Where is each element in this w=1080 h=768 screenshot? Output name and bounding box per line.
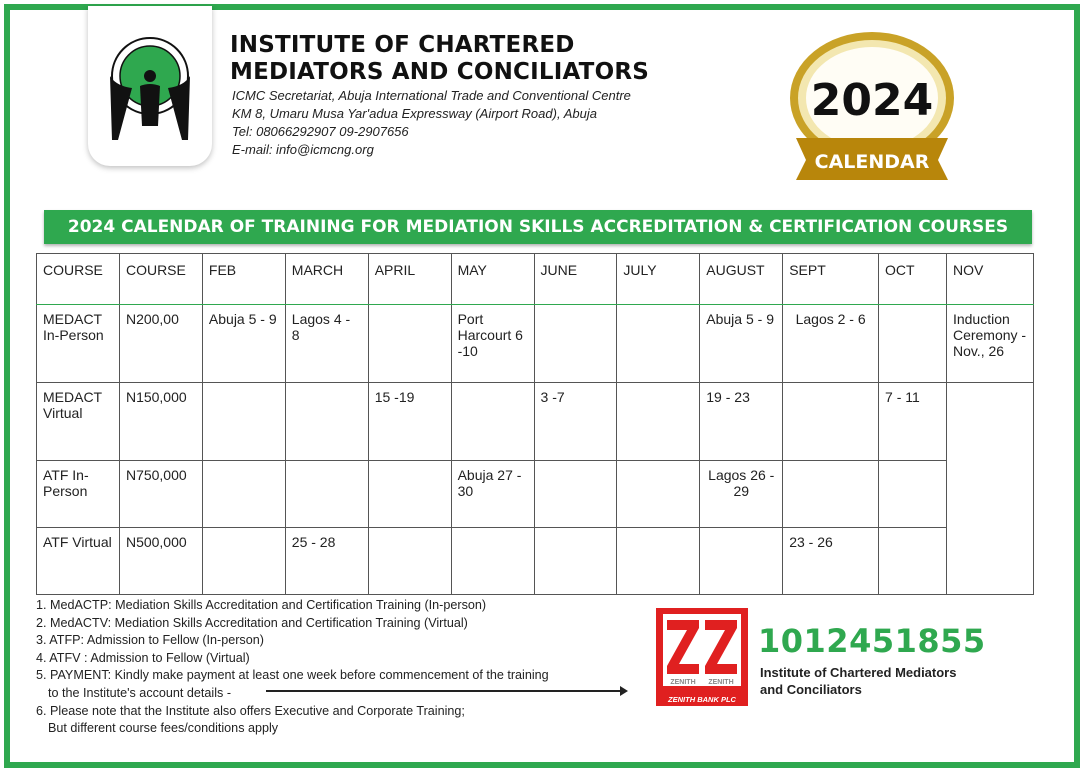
cell-august: 19 - 23 (700, 383, 783, 461)
account-name-line2: and Conciliators (760, 682, 862, 697)
cell-august (700, 528, 783, 595)
notes-list (36, 597, 646, 738)
table-row (37, 383, 1034, 461)
cell-nov: Induction Ceremony - Nov., 26 (946, 305, 1033, 383)
cell-may: Port Harcourt 6 -10 (451, 305, 534, 383)
header-course: COURSE (37, 254, 120, 305)
cell-june: 3 -7 (534, 383, 617, 461)
cell-april (368, 461, 451, 528)
course-fee: N200,00 (119, 305, 202, 383)
cell-sept (783, 461, 879, 528)
zenith-z-icon (663, 614, 741, 686)
organization-contact (232, 87, 631, 159)
course-fee: N500,000 (119, 528, 202, 595)
cell-june (534, 461, 617, 528)
arrow-right-icon (266, 690, 626, 692)
organization-name (230, 32, 649, 86)
address-line1: ICMC Secretariat, Abuja International Trade and Conventional Centre (232, 88, 631, 103)
calendar-banner: 2024 CALENDAR OF TRAINING FOR MEDIATION SKILLS ACCREDITATION & CERTIFICATION COURSES (44, 210, 1032, 244)
header-nov: NOV (946, 254, 1033, 305)
bank-name: ZENITH BANK PLC (668, 695, 736, 704)
header-sept: SEPT (783, 254, 879, 305)
cell-may (451, 383, 534, 461)
course-name: ATF Virtual (37, 528, 120, 595)
zenith-small-label: ZENITH (708, 679, 734, 686)
cell-april: 15 -19 (368, 383, 451, 461)
institute-logo (88, 6, 212, 166)
telephone: Tel: 08066292907 09-2907656 (232, 124, 409, 139)
course-name: ATF In-Person (37, 461, 120, 528)
org-name-line1: INSTITUTE OF CHARTERED (230, 32, 575, 58)
cell-feb (202, 383, 285, 461)
zenith-small-label: ZENITH (670, 679, 696, 686)
cell-july (617, 383, 700, 461)
address-line2: KM 8, Umaru Musa Yar'adua Expressway (Airport Road), Abuja (232, 106, 597, 121)
cell-august: Abuja 5 - 9 (700, 305, 783, 383)
account-name (760, 664, 956, 698)
note-item: 5. PAYMENT: Kindly make payment at least one week before commencement of the training (36, 668, 549, 683)
header-april: APRIL (368, 254, 451, 305)
note-item: to the Institute's account details - (48, 685, 232, 700)
cell-feb: Abuja 5 - 9 (202, 305, 285, 383)
cell-july (617, 461, 700, 528)
account-name-line1: Institute of Chartered Mediators (760, 665, 957, 680)
calendar-year-badge (782, 20, 962, 190)
cell-may (451, 528, 534, 595)
cell-sept: 23 - 26 (783, 528, 879, 595)
cell-march: 25 - 28 (285, 528, 368, 595)
cell-feb (202, 461, 285, 528)
badge-year: 2024 (810, 75, 934, 126)
course-fee: N150,000 (119, 383, 202, 461)
cell-march (285, 383, 368, 461)
cell-may: Abuja 27 - 30 (451, 461, 534, 528)
cell-august: Lagos 26 - 29 (700, 461, 783, 528)
header-fee: COURSE (119, 254, 202, 305)
course-name: MEDACT In-Person (37, 305, 120, 383)
header-oct: OCT (879, 254, 947, 305)
table-row (37, 461, 1034, 528)
mediator-emblem-icon (96, 36, 204, 146)
table-row (37, 528, 1034, 595)
course-fee: N750,000 (119, 461, 202, 528)
cell-april (368, 305, 451, 383)
zenith-bank-logo (656, 608, 748, 706)
cell-april (368, 528, 451, 595)
header-march: MARCH (285, 254, 368, 305)
note-item: 1. MedACTP: Mediation Skills Accreditation and Certification Training (In-person) (36, 598, 487, 612)
badge-label: CALENDAR (814, 151, 930, 173)
cell-june (534, 305, 617, 383)
cell-oct: 7 - 11 (879, 383, 947, 461)
course-name: MEDACT Virtual (37, 383, 120, 461)
header-august: AUGUST (700, 254, 783, 305)
cell-july (617, 528, 700, 595)
cell-feb (202, 528, 285, 595)
note-item: 6. Please note that the Institute also offers Executive and Corporate Training; (36, 703, 465, 718)
cell-oct (879, 528, 947, 595)
cell-oct (879, 461, 947, 528)
note-item: 4. ATFV : Admission to Fellow (Virtual) (36, 650, 250, 665)
training-calendar-table (36, 253, 1034, 595)
note-item: But different course fees/conditions apply (48, 721, 279, 736)
note-item: 3. ATFP: Admission to Fellow (In-person) (36, 633, 264, 648)
cell-sept: Lagos 2 - 6 (783, 305, 879, 383)
cell-march (285, 461, 368, 528)
table-header-row (37, 254, 1034, 305)
email: E-mail: info@icmcng.org (232, 142, 374, 157)
header-feb: FEB (202, 254, 285, 305)
header-june: JUNE (534, 254, 617, 305)
cell-march: Lagos 4 - 8 (285, 305, 368, 383)
cell-sept (783, 383, 879, 461)
cell-oct (879, 305, 947, 383)
cell-july (617, 305, 700, 383)
account-number: 1012451855 (758, 622, 986, 660)
cell-nov (946, 383, 1033, 595)
header-may: MAY (451, 254, 534, 305)
table-row (37, 305, 1034, 383)
cell-june (534, 528, 617, 595)
header-july: JULY (617, 254, 700, 305)
note-item: 2. MedACTV: Mediation Skills Accreditation and Certification Training (Virtual) (36, 615, 468, 630)
org-name-line2: MEDIATORS AND CONCILIATORS (230, 59, 649, 85)
